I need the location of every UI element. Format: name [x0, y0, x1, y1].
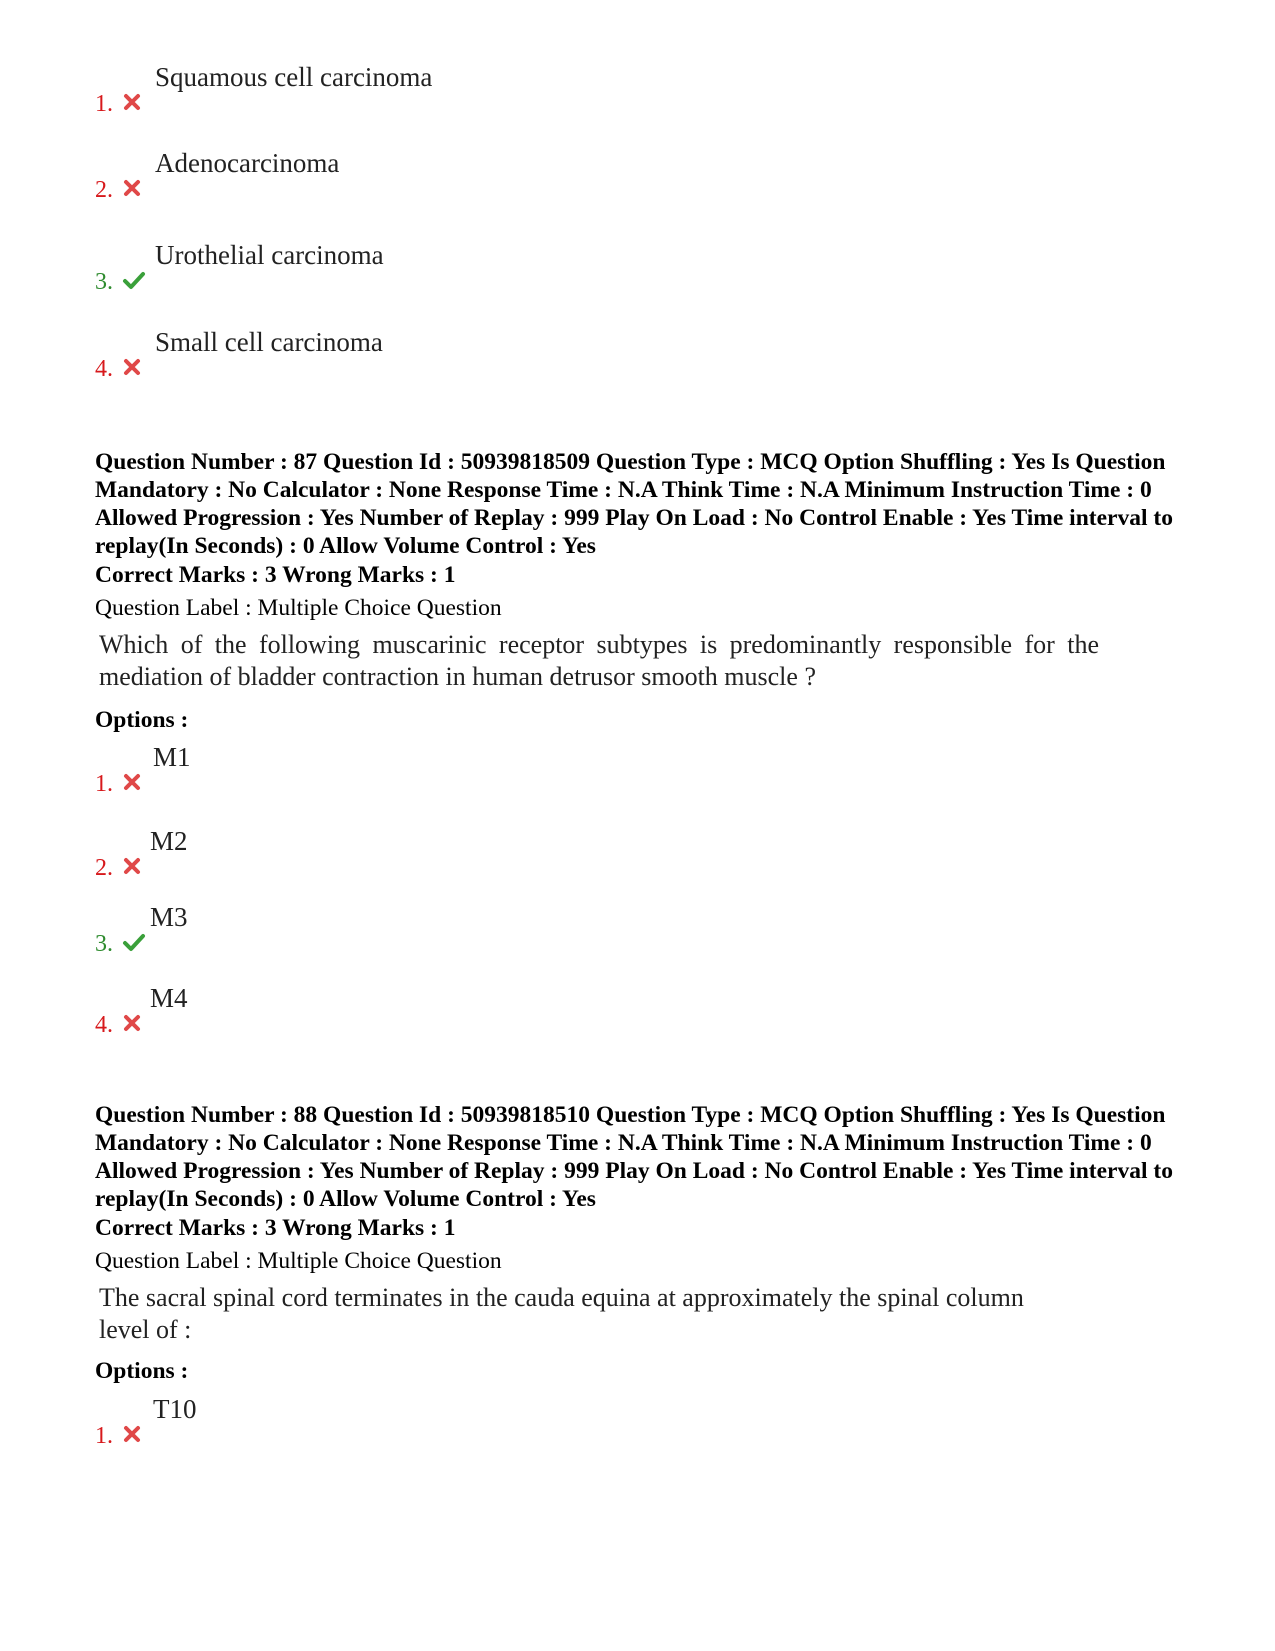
option-number: 1.: [95, 1423, 113, 1449]
question-87-marks: Correct Marks : 3 Wrong Marks : 1: [95, 562, 456, 588]
question-87-meta: Question Number : 87 Question Id : 50939818509 Question Type : MCQ Option Shuffling : Yes Is Question Mandatory : No Calculator : None Response Time : N.A Think Time : N.A Minimum Instruction Time : 0 Allowed Progression : Yes Number of Replay : 999 Play On Load : No Control Enable : Yes Time interval to replay(In Seconds) : 0 Allow Volume Control : Yes: [95, 449, 1173, 559]
option-text: M4: [150, 983, 188, 1013]
option-number: 4.: [95, 1012, 113, 1038]
question-88-marks: Correct Marks : 3 Wrong Marks : 1: [95, 1215, 456, 1241]
option-text: Squamous cell carcinoma: [155, 62, 433, 92]
option-text: T10: [153, 1394, 197, 1424]
option-87-1: [95, 742, 995, 802]
check-icon: [122, 932, 146, 952]
cross-icon: [122, 856, 142, 876]
option-87-2: [95, 826, 995, 886]
option-text: M1: [153, 742, 191, 772]
option-prev-1: [95, 62, 995, 122]
question-88-options-label: Options :: [95, 1358, 189, 1384]
cross-icon: [122, 1013, 142, 1033]
option-87-3: [95, 902, 995, 962]
cross-icon: [122, 92, 142, 112]
cross-icon: [122, 178, 142, 198]
option-number: 4.: [95, 356, 113, 382]
question-88-meta: Question Number : 88 Question Id : 50939818510 Question Type : MCQ Option Shuffling : Yes Is Question Mandatory : No Calculator : None Response Time : N.A Think Time : N.A Minimum Instruction Time : 0 Allowed Progression : Yes Number of Replay : 999 Play On Load : No Control Enable : Yes Time interval to replay(In Seconds) : 0 Allow Volume Control : Yes: [95, 1102, 1173, 1212]
option-prev-4: [95, 327, 995, 387]
question-87-options-label: Options :: [95, 707, 189, 733]
option-text: M2: [150, 826, 188, 856]
question-87-label: Question Label : Multiple Choice Question: [95, 595, 502, 621]
cross-icon: [122, 357, 142, 377]
option-88-1: [95, 1394, 995, 1454]
option-number: 1.: [95, 91, 113, 117]
option-number: 2.: [95, 177, 113, 203]
question-88-label: Question Label : Multiple Choice Question: [95, 1248, 502, 1274]
option-number: 2.: [95, 855, 113, 881]
question-87-text: Which of the following muscarinic receptor subtypes is predominantly responsible for the mediation of bladder contraction in human detrusor smooth muscle ?: [99, 630, 1099, 691]
option-number: 1.: [95, 771, 113, 797]
option-number: 3.: [95, 269, 113, 295]
option-87-4: [95, 983, 995, 1043]
option-text: Urothelial carcinoma: [155, 240, 384, 270]
option-text: Adenocarcinoma: [155, 148, 340, 178]
option-text: M3: [150, 902, 188, 932]
option-text: Small cell carcinoma: [155, 327, 383, 357]
cross-icon: [122, 772, 142, 792]
cross-icon: [122, 1424, 142, 1444]
option-prev-3: [95, 240, 995, 300]
check-icon: [122, 270, 146, 290]
question-88-text: The sacral spinal cord terminates in the cauda equina at approximately the spinal column level of :: [99, 1283, 1024, 1344]
option-prev-2: [95, 148, 995, 208]
option-number: 3.: [95, 931, 113, 957]
